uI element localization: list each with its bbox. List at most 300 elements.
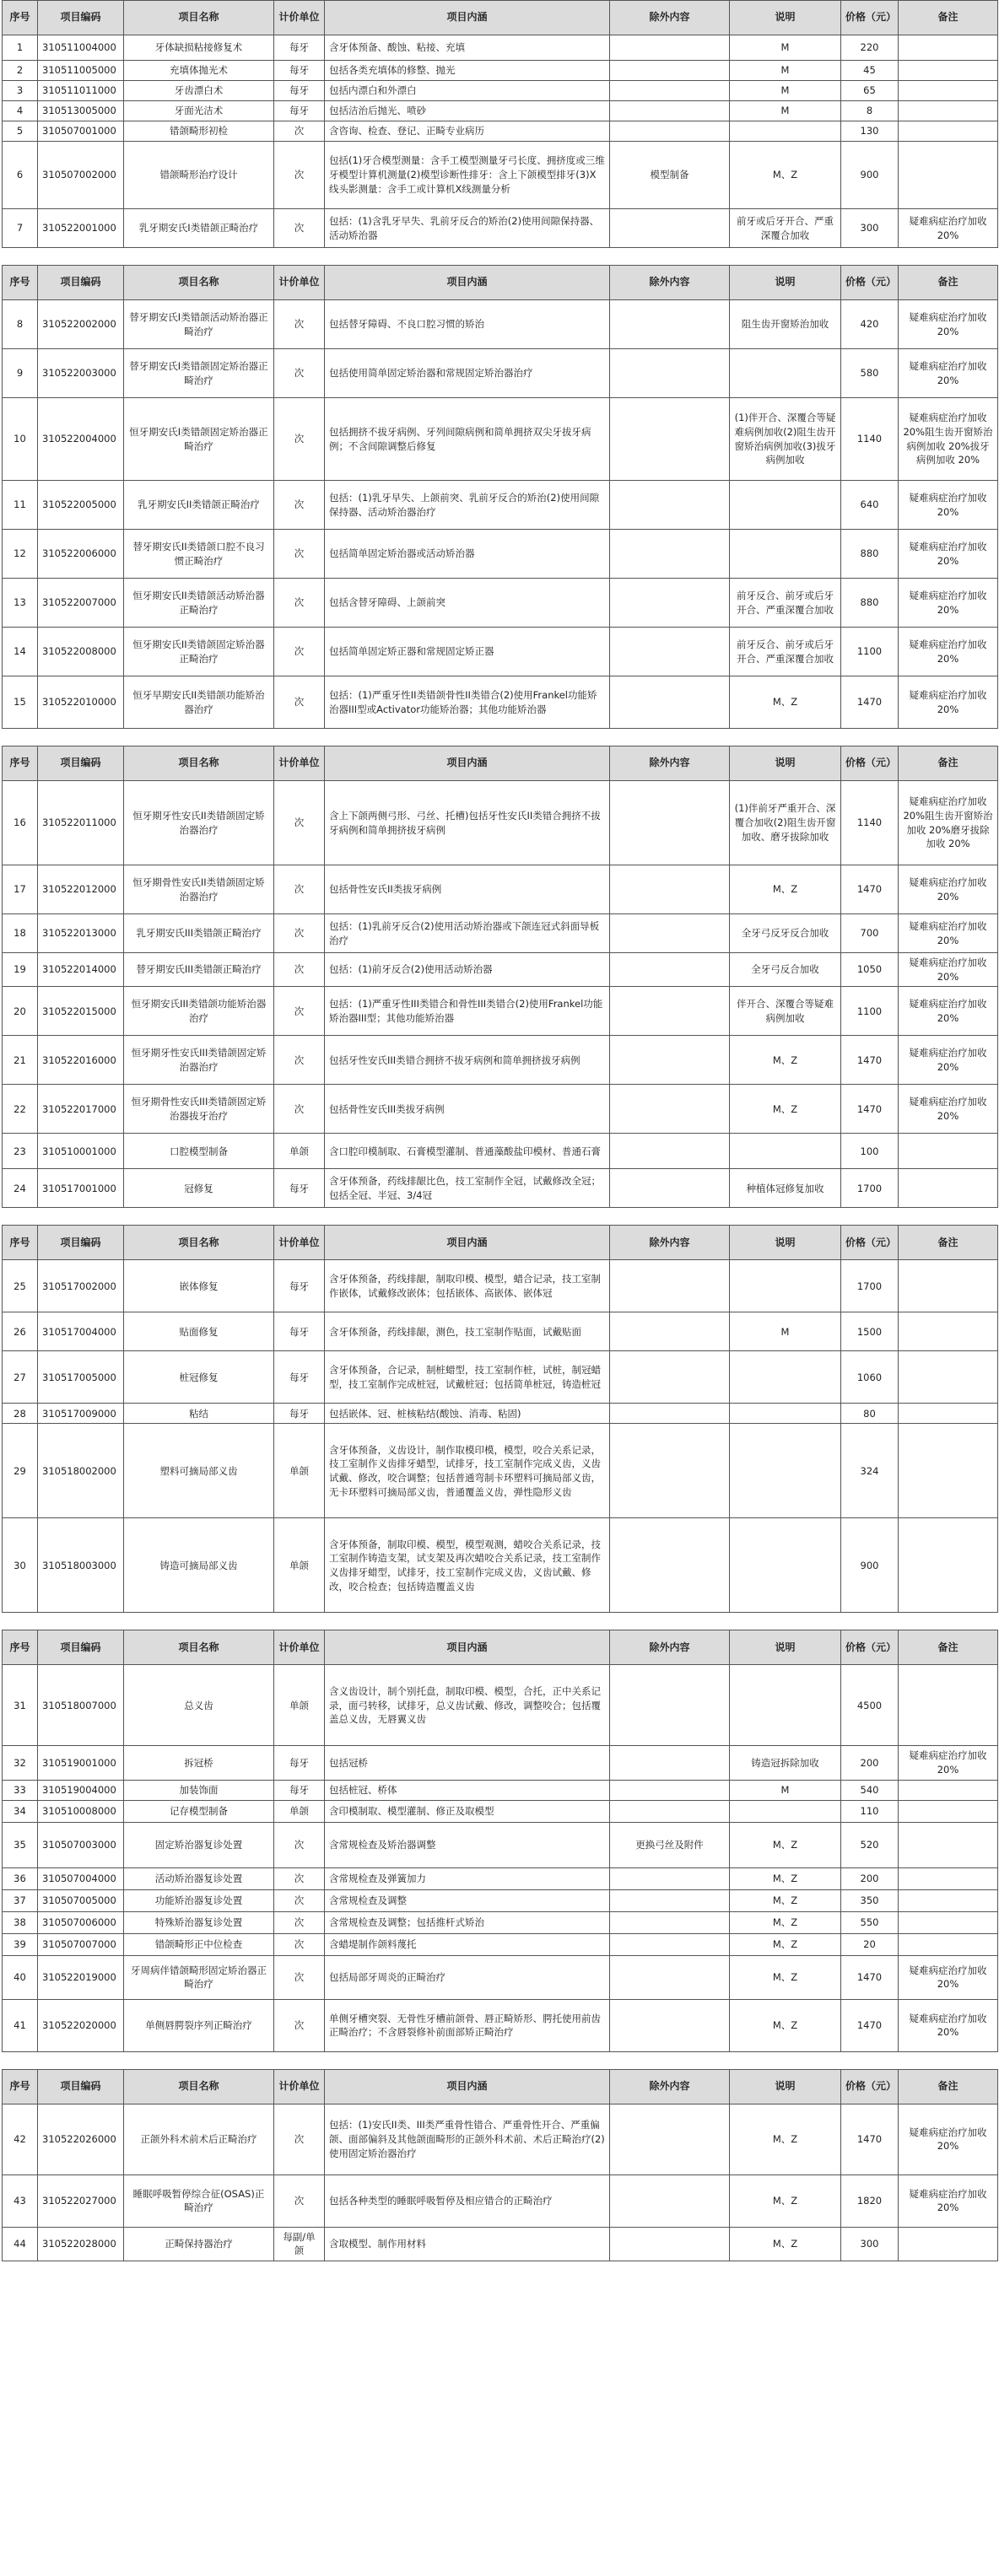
row-number: 28 bbox=[3, 1404, 38, 1424]
pricing-unit: 次 bbox=[274, 121, 325, 142]
price: 1050 bbox=[841, 953, 899, 987]
price: 1470 bbox=[841, 676, 899, 729]
pricing-unit: 次 bbox=[274, 1867, 325, 1889]
row-number: 43 bbox=[3, 2175, 38, 2227]
item-name: 牙面光洁术 bbox=[124, 101, 274, 121]
item-content: 单侧牙槽突裂、无骨性牙槽前颌骨、唇正畸矫形、腭托使用前齿正畸治疗；不含唇裂修补前面部矫正畸治疗 bbox=[325, 1999, 610, 2051]
table-row bbox=[3, 1867, 998, 1889]
table-row bbox=[3, 1351, 998, 1404]
remarks: 疑难病症治疗加收 20% bbox=[899, 530, 998, 579]
item-content: 包括含替牙障碍、上颌前突 bbox=[325, 579, 610, 628]
item-content: 含牙体预备、酸蚀、粘接、充填 bbox=[325, 35, 610, 61]
exclusions bbox=[610, 1351, 730, 1404]
item-code: 310517009000 bbox=[38, 1404, 124, 1424]
item-name: 乳牙期安氏I类错颌正畸治疗 bbox=[124, 209, 274, 248]
notes bbox=[730, 349, 841, 398]
item-name: 拆冠桥 bbox=[124, 1746, 274, 1780]
notes bbox=[730, 1665, 841, 1746]
item-content: 含常规检查及调整；包括推杆式矫治 bbox=[325, 1911, 610, 1933]
pricing-unit: 次 bbox=[274, 781, 325, 865]
table-row bbox=[3, 300, 998, 349]
item-name: 冠修复 bbox=[124, 1169, 274, 1208]
price: 4500 bbox=[841, 1665, 899, 1746]
item-name: 牙齿漂白术 bbox=[124, 81, 274, 101]
column-header: 序号 bbox=[3, 1630, 38, 1665]
header-row bbox=[3, 2069, 998, 2104]
pricing-unit: 次 bbox=[274, 142, 325, 209]
item-code: 310522013000 bbox=[38, 914, 124, 953]
item-code: 310518002000 bbox=[38, 1424, 124, 1518]
column-header: 计价单位 bbox=[274, 1, 325, 35]
remarks bbox=[899, 1665, 998, 1746]
item-code: 310522017000 bbox=[38, 1085, 124, 1134]
price: 8 bbox=[841, 101, 899, 121]
item-code: 310522020000 bbox=[38, 1999, 124, 2051]
price: 130 bbox=[841, 121, 899, 142]
exclusions bbox=[610, 81, 730, 101]
pricing-unit: 每牙 bbox=[274, 1780, 325, 1800]
price: 65 bbox=[841, 81, 899, 101]
row-number: 34 bbox=[3, 1800, 38, 1822]
notes: M、Z bbox=[730, 865, 841, 914]
pricing-unit: 次 bbox=[274, 987, 325, 1036]
item-content: 包括简单固定矫正器和常规固定矫正器 bbox=[325, 628, 610, 676]
table-row bbox=[3, 987, 998, 1036]
item-content: 含牙体预备，药线排龈，制取印模、模型，蜡合记录，技工室制作嵌体，试戴修改嵌体；包括嵌体、高嵌体、嵌体冠 bbox=[325, 1260, 610, 1312]
exclusions bbox=[610, 300, 730, 349]
remarks bbox=[899, 1780, 998, 1800]
remarks bbox=[899, 1424, 998, 1518]
price: 1140 bbox=[841, 398, 899, 481]
item-content: 包括洁治后抛光、喷砂 bbox=[325, 101, 610, 121]
exclusions bbox=[610, 1085, 730, 1134]
remarks: 疑难病症治疗加收 20% bbox=[899, 349, 998, 398]
item-content: 包括：(1)乳牙早失、上颌前突、乳前牙反合的矫治(2)使用间隙保持器、活动矫治器治疗 bbox=[325, 481, 610, 530]
row-number: 6 bbox=[3, 142, 38, 209]
item-code: 310522028000 bbox=[38, 2227, 124, 2261]
item-code: 310522007000 bbox=[38, 579, 124, 628]
remarks: 疑难病症治疗加收 20% bbox=[899, 1955, 998, 1999]
header-row bbox=[3, 266, 998, 300]
header-row bbox=[3, 746, 998, 781]
column-header: 除外内容 bbox=[610, 2069, 730, 2104]
item-name: 恒牙期骨性安氏II类错颌固定矫治器治疗 bbox=[124, 865, 274, 914]
item-code: 310507007000 bbox=[38, 1933, 124, 1955]
column-header: 价格（元） bbox=[841, 1226, 899, 1260]
notes bbox=[730, 1800, 841, 1822]
exclusions bbox=[610, 481, 730, 530]
price: 1470 bbox=[841, 1085, 899, 1134]
column-header: 项目内涵 bbox=[325, 1630, 610, 1665]
price: 200 bbox=[841, 1746, 899, 1780]
item-code: 310507004000 bbox=[38, 1867, 124, 1889]
price: 1470 bbox=[841, 1999, 899, 2051]
item-content: 含常规检查及弹簧加力 bbox=[325, 1867, 610, 1889]
price: 1700 bbox=[841, 1169, 899, 1208]
notes: 全牙弓反牙反合加收 bbox=[730, 914, 841, 953]
row-number: 36 bbox=[3, 1867, 38, 1889]
item-content: 包括嵌体、冠、桩核粘结(酸蚀、消毒、粘固) bbox=[325, 1404, 610, 1424]
pricing-unit: 次 bbox=[274, 865, 325, 914]
notes: M、Z bbox=[730, 1822, 841, 1867]
notes: M、Z bbox=[730, 2175, 841, 2227]
column-header: 项目内涵 bbox=[325, 1, 610, 35]
notes: M bbox=[730, 1312, 841, 1351]
item-code: 310522027000 bbox=[38, 2175, 124, 2227]
row-number: 23 bbox=[3, 1134, 38, 1169]
remarks: 疑难病症治疗加收 20% bbox=[899, 2175, 998, 2227]
exclusions bbox=[610, 1780, 730, 1800]
table-row bbox=[3, 61, 998, 81]
pricing-unit: 次 bbox=[274, 398, 325, 481]
row-number: 7 bbox=[3, 209, 38, 248]
item-name: 替牙期安氏II类错颌口腔不良习惯正畸治疗 bbox=[124, 530, 274, 579]
row-number: 27 bbox=[3, 1351, 38, 1404]
notes bbox=[730, 481, 841, 530]
column-header: 项目编码 bbox=[38, 2069, 124, 2104]
row-number: 21 bbox=[3, 1036, 38, 1085]
pricing-unit: 次 bbox=[274, 1999, 325, 2051]
notes: M、Z bbox=[730, 1955, 841, 1999]
item-content: 含口腔印模制取、石膏模型灌制、普通藻酸盐印模材、普通石膏 bbox=[325, 1134, 610, 1169]
price: 880 bbox=[841, 579, 899, 628]
table-row bbox=[3, 1746, 998, 1780]
column-header: 除外内容 bbox=[610, 1226, 730, 1260]
notes bbox=[730, 1260, 841, 1312]
row-number: 4 bbox=[3, 101, 38, 121]
column-header: 序号 bbox=[3, 746, 38, 781]
remarks: 疑难病症治疗加收 20% bbox=[899, 1746, 998, 1780]
exclusions: 更换弓丝及附件 bbox=[610, 1822, 730, 1867]
table-row bbox=[3, 1955, 998, 1999]
column-header: 价格（元） bbox=[841, 746, 899, 781]
item-name: 桩冠修复 bbox=[124, 1351, 274, 1404]
table-row bbox=[3, 349, 998, 398]
row-number: 33 bbox=[3, 1780, 38, 1800]
table-row bbox=[3, 1889, 998, 1911]
column-header: 项目内涵 bbox=[325, 2069, 610, 2104]
price: 550 bbox=[841, 1911, 899, 1933]
notes bbox=[730, 1424, 841, 1518]
item-name: 替牙期安氏III类错颌正畸治疗 bbox=[124, 953, 274, 987]
item-name: 功能矫治器复诊处置 bbox=[124, 1889, 274, 1911]
table-section bbox=[2, 1630, 997, 2051]
item-name: 充填体抛光术 bbox=[124, 61, 274, 81]
remarks bbox=[899, 1312, 998, 1351]
item-code: 310519004000 bbox=[38, 1780, 124, 1800]
item-code: 310522003000 bbox=[38, 349, 124, 398]
table-section bbox=[2, 2069, 997, 2261]
item-name: 活动矫治器复诊处置 bbox=[124, 1867, 274, 1889]
price: 700 bbox=[841, 914, 899, 953]
pricing-unit: 次 bbox=[274, 914, 325, 953]
exclusions bbox=[610, 1955, 730, 1999]
exclusions bbox=[610, 1665, 730, 1746]
pricing-unit: 每副/单颌 bbox=[274, 2227, 325, 2261]
column-header: 项目编码 bbox=[38, 1, 124, 35]
pricing-unit: 次 bbox=[274, 676, 325, 729]
item-code: 310522012000 bbox=[38, 865, 124, 914]
notes bbox=[730, 530, 841, 579]
pricing-unit: 次 bbox=[274, 1955, 325, 1999]
remarks bbox=[899, 1911, 998, 1933]
column-header: 备注 bbox=[899, 746, 998, 781]
remarks: 疑难病症治疗加收 20%阻生齿开窗矫治病例加收 20%拔牙病例加收 20% bbox=[899, 398, 998, 481]
table-row bbox=[3, 2227, 998, 2261]
item-content: 包括冠桥 bbox=[325, 1746, 610, 1780]
item-content: 包括牙性安氏III类错合拥挤不拔牙病例和简单拥挤拔牙病例 bbox=[325, 1036, 610, 1085]
pricing-unit: 每牙 bbox=[274, 1351, 325, 1404]
item-code: 310522010000 bbox=[38, 676, 124, 729]
fee-table bbox=[2, 746, 998, 1208]
price: 580 bbox=[841, 349, 899, 398]
table-row bbox=[3, 121, 998, 142]
table-row bbox=[3, 1085, 998, 1134]
remarks bbox=[899, 1351, 998, 1404]
notes bbox=[730, 1134, 841, 1169]
item-name: 乳牙期安氏II类错颌正畸治疗 bbox=[124, 481, 274, 530]
table-row bbox=[3, 1404, 998, 1424]
row-number: 35 bbox=[3, 1822, 38, 1867]
remarks bbox=[899, 35, 998, 61]
item-name: 正畸保持器治疗 bbox=[124, 2227, 274, 2261]
table-row bbox=[3, 101, 998, 121]
table-row bbox=[3, 398, 998, 481]
column-header: 说明 bbox=[730, 1, 841, 35]
row-number: 16 bbox=[3, 781, 38, 865]
item-code: 310507001000 bbox=[38, 121, 124, 142]
notes: M、Z bbox=[730, 1933, 841, 1955]
exclusions bbox=[610, 2227, 730, 2261]
item-name: 加装饰面 bbox=[124, 1780, 274, 1800]
row-number: 12 bbox=[3, 530, 38, 579]
item-content: 含蜡堤制作颌料蔑托 bbox=[325, 1933, 610, 1955]
item-name: 恒牙期安氏II类错颌活动矫治器正畸治疗 bbox=[124, 579, 274, 628]
column-header: 计价单位 bbox=[274, 2069, 325, 2104]
pricing-unit: 次 bbox=[274, 1036, 325, 1085]
column-header: 计价单位 bbox=[274, 1226, 325, 1260]
item-code: 310522015000 bbox=[38, 987, 124, 1036]
notes: 种植体冠修复加收 bbox=[730, 1169, 841, 1208]
item-name: 错颌畸形正中位检查 bbox=[124, 1933, 274, 1955]
item-name: 牙周病伴错颌畸形固定矫治器正畸治疗 bbox=[124, 1955, 274, 1999]
item-content: 包括骨性安氏III类拔牙病例 bbox=[325, 1085, 610, 1134]
item-name: 特殊矫治器复诊处置 bbox=[124, 1911, 274, 1933]
remarks bbox=[899, 1260, 998, 1312]
fee-table bbox=[2, 2069, 998, 2261]
remarks: 疑难病症治疗加收 20% bbox=[899, 676, 998, 729]
item-content: 包括使用简单固定矫治器和常规固定矫治器治疗 bbox=[325, 349, 610, 398]
column-header: 除外内容 bbox=[610, 1, 730, 35]
row-number: 40 bbox=[3, 1955, 38, 1999]
row-number: 41 bbox=[3, 1999, 38, 2051]
item-code: 310518007000 bbox=[38, 1665, 124, 1746]
exclusions bbox=[610, 676, 730, 729]
item-code: 310507002000 bbox=[38, 142, 124, 209]
exclusions bbox=[610, 1800, 730, 1822]
exclusions bbox=[610, 781, 730, 865]
pricing-unit: 每牙 bbox=[274, 1312, 325, 1351]
pricing-unit: 单颌 bbox=[274, 1665, 325, 1746]
item-content: 包括：(1)安氏II类、III类严重骨性错合、严重骨性开合、严重偏颌、面部偏斜及其他颌面畸形的正颌外科术前、术后正畸治疗(2)使用固定矫治器治疗 bbox=[325, 2104, 610, 2175]
exclusions bbox=[610, 914, 730, 953]
notes: M、Z bbox=[730, 1999, 841, 2051]
exclusions bbox=[610, 2175, 730, 2227]
notes bbox=[730, 1518, 841, 1613]
item-content: 含常规检查及矫治器调整 bbox=[325, 1822, 610, 1867]
remarks bbox=[899, 1933, 998, 1955]
column-header: 项目名称 bbox=[124, 1630, 274, 1665]
exclusions bbox=[610, 349, 730, 398]
item-code: 310510001000 bbox=[38, 1134, 124, 1169]
remarks: 疑难病症治疗加收 20% bbox=[899, 865, 998, 914]
row-number: 25 bbox=[3, 1260, 38, 1312]
item-code: 310522004000 bbox=[38, 398, 124, 481]
item-code: 310522008000 bbox=[38, 628, 124, 676]
price: 80 bbox=[841, 1404, 899, 1424]
remarks: 疑难病症治疗加收 20% bbox=[899, 2104, 998, 2175]
item-name: 恒牙期安氏III类错颌功能矫治器治疗 bbox=[124, 987, 274, 1036]
pricing-unit: 每牙 bbox=[274, 1746, 325, 1780]
item-code: 310517002000 bbox=[38, 1260, 124, 1312]
remarks bbox=[899, 1867, 998, 1889]
remarks bbox=[899, 61, 998, 81]
row-number: 8 bbox=[3, 300, 38, 349]
row-number: 3 bbox=[3, 81, 38, 101]
column-header: 项目内涵 bbox=[325, 1226, 610, 1260]
item-content: 含牙体预备，合记录，制桩蜡型，技工室制作桩，试桩，制冠蜡型，技工室制作完成桩冠，试戴桩冠；包括简单桩冠，铸造桩冠 bbox=[325, 1351, 610, 1404]
table-row bbox=[3, 209, 998, 248]
column-header: 说明 bbox=[730, 2069, 841, 2104]
item-content: 包括局部牙周炎的正畸治疗 bbox=[325, 1955, 610, 1999]
price: 45 bbox=[841, 61, 899, 81]
item-code: 310510008000 bbox=[38, 1800, 124, 1822]
price: 420 bbox=[841, 300, 899, 349]
notes bbox=[730, 1351, 841, 1404]
exclusions bbox=[610, 121, 730, 142]
remarks bbox=[899, 142, 998, 209]
table-row bbox=[3, 953, 998, 987]
item-name: 乳牙期安氏III类错颌正畸治疗 bbox=[124, 914, 274, 953]
remarks: 疑难病症治疗加收 20% bbox=[899, 300, 998, 349]
notes: M bbox=[730, 61, 841, 81]
remarks: 疑难病症治疗加收 20% bbox=[899, 579, 998, 628]
item-content: 包括骨性安氏II类拔牙病例 bbox=[325, 865, 610, 914]
pricing-unit: 次 bbox=[274, 530, 325, 579]
row-number: 9 bbox=[3, 349, 38, 398]
notes bbox=[730, 1404, 841, 1424]
row-number: 5 bbox=[3, 121, 38, 142]
price: 350 bbox=[841, 1889, 899, 1911]
item-content: 包括(1)牙合模型测量：含手工模型测量牙弓长度、拥挤度或三维牙模型计算机测量(2)模型诊断性排牙：含上下颌模型排牙(3)X线头影测量：含手工或计算机X线测量分析 bbox=[325, 142, 610, 209]
notes: M、Z bbox=[730, 2227, 841, 2261]
notes: M、Z bbox=[730, 142, 841, 209]
item-content: 包括简单固定矫治器或活动矫治器 bbox=[325, 530, 610, 579]
exclusions bbox=[610, 987, 730, 1036]
pricing-unit: 单颌 bbox=[274, 1800, 325, 1822]
table-row bbox=[3, 2175, 998, 2227]
remarks bbox=[899, 121, 998, 142]
exclusions bbox=[610, 953, 730, 987]
notes: (1)伴开合、深覆合等疑难病例加收(2)阻生齿开窗矫治病例加收(3)拔牙病例加收 bbox=[730, 398, 841, 481]
remarks: 疑难病症治疗加收 20% bbox=[899, 628, 998, 676]
pricing-unit: 次 bbox=[274, 1822, 325, 1867]
item-code: 310522026000 bbox=[38, 2104, 124, 2175]
pricing-unit: 次 bbox=[274, 628, 325, 676]
exclusions bbox=[610, 628, 730, 676]
column-header: 备注 bbox=[899, 1630, 998, 1665]
item-content: 包括：(1)含乳牙早失、乳前牙反合的矫治(2)使用间隙保持器、活动矫治器 bbox=[325, 209, 610, 248]
item-name: 嵌体修复 bbox=[124, 1260, 274, 1312]
column-header: 计价单位 bbox=[274, 746, 325, 781]
remarks: 疑难病症治疗加收 20% bbox=[899, 987, 998, 1036]
item-name: 恒牙期安氏I类错颌固定矫治器正畸治疗 bbox=[124, 398, 274, 481]
table-row bbox=[3, 865, 998, 914]
pricing-unit: 次 bbox=[274, 349, 325, 398]
table-row bbox=[3, 1169, 998, 1208]
exclusions bbox=[610, 1036, 730, 1085]
notes: M、Z bbox=[730, 1036, 841, 1085]
item-code: 310511011000 bbox=[38, 81, 124, 101]
row-number: 2 bbox=[3, 61, 38, 81]
row-number: 31 bbox=[3, 1665, 38, 1746]
pricing-unit: 每牙 bbox=[274, 61, 325, 81]
column-header: 项目名称 bbox=[124, 2069, 274, 2104]
exclusions bbox=[610, 101, 730, 121]
price: 640 bbox=[841, 481, 899, 530]
notes: M、Z bbox=[730, 1867, 841, 1889]
table-row bbox=[3, 1312, 998, 1351]
notes: 阻生齿开窗矫治加收 bbox=[730, 300, 841, 349]
column-header: 项目名称 bbox=[124, 1, 274, 35]
price: 900 bbox=[841, 142, 899, 209]
price: 520 bbox=[841, 1822, 899, 1867]
price: 1470 bbox=[841, 865, 899, 914]
price: 300 bbox=[841, 2227, 899, 2261]
item-code: 310511004000 bbox=[38, 35, 124, 61]
notes: M、Z bbox=[730, 1911, 841, 1933]
table-row bbox=[3, 81, 998, 101]
column-header: 项目内涵 bbox=[325, 746, 610, 781]
table-row bbox=[3, 1780, 998, 1800]
item-name: 睡眠呼吸暂停综合征(OSAS)正畸治疗 bbox=[124, 2175, 274, 2227]
header-row bbox=[3, 1, 998, 35]
price: 100 bbox=[841, 1134, 899, 1169]
item-content: 含咨询、检查、登记、正畸专业病历 bbox=[325, 121, 610, 142]
remarks bbox=[899, 1169, 998, 1208]
pricing-unit: 每牙 bbox=[274, 35, 325, 61]
notes: M、Z bbox=[730, 1889, 841, 1911]
item-name: 恒牙期牙性安氏III类错颌固定矫治器治疗 bbox=[124, 1036, 274, 1085]
row-number: 1 bbox=[3, 35, 38, 61]
row-number: 29 bbox=[3, 1424, 38, 1518]
column-header: 项目名称 bbox=[124, 746, 274, 781]
price: 1100 bbox=[841, 987, 899, 1036]
item-code: 310522006000 bbox=[38, 530, 124, 579]
notes: M bbox=[730, 81, 841, 101]
item-content: 包括：(1)严重牙性II类错颌骨性II类错合(2)使用Frankel功能矫治器III型或Activator功能矫治器；其他功能矫治器 bbox=[325, 676, 610, 729]
notes: 全牙弓反合加收 bbox=[730, 953, 841, 987]
remarks: 疑难病症治疗加收 20%阻生齿开窗矫治加收 20%磨牙拔除加收 20% bbox=[899, 781, 998, 865]
table-row bbox=[3, 481, 998, 530]
exclusions bbox=[610, 1260, 730, 1312]
remarks bbox=[899, 1800, 998, 1822]
item-name: 塑料可摘局部义齿 bbox=[124, 1424, 274, 1518]
item-code: 310511005000 bbox=[38, 61, 124, 81]
table-row bbox=[3, 2104, 998, 2175]
remarks bbox=[899, 101, 998, 121]
item-content: 包括拥挤不拔牙病例、牙列间隙病例和简单拥挤双尖牙拔牙病例；不含间隙调整后修复 bbox=[325, 398, 610, 481]
